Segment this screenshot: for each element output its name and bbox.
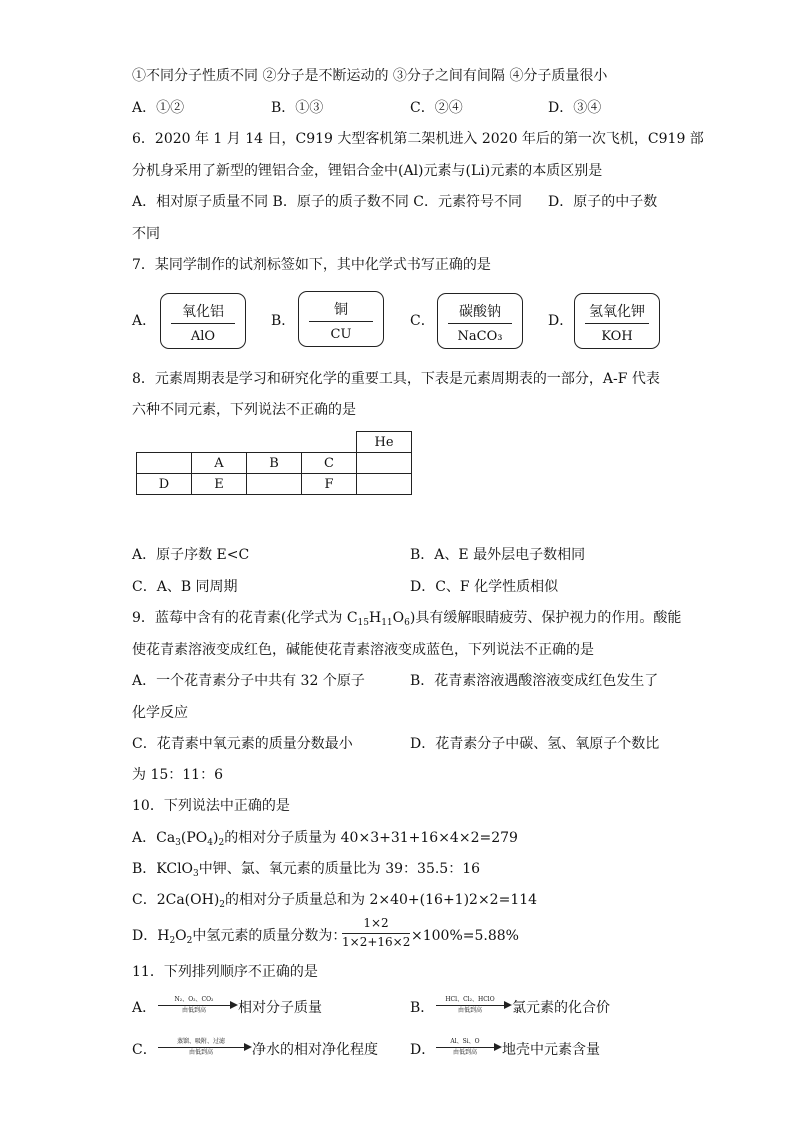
q8-option-a: A．原子序数 E<C [132, 547, 250, 563]
q10-option-b [132, 859, 480, 879]
q10-text: 中钾、氯、氧元素的质量比为 39：35.5：16 [198, 861, 481, 877]
pt-cell [192, 432, 247, 453]
q7-label-d-letter: D． [548, 313, 574, 329]
pt-cell [247, 474, 302, 495]
subscript: 2 [169, 936, 176, 946]
subscript: 2 [219, 900, 226, 910]
q10-stem: 10．下列说法中正确的是 [132, 798, 290, 814]
arrow-right-icon [158, 1039, 252, 1059]
label-divider [585, 323, 649, 324]
q7-label-a-letter: A． [132, 313, 157, 329]
pt-cell-he: He [357, 432, 412, 453]
q11-option-a-text: 相对分子质量 [238, 1000, 322, 1016]
subscript: 15 [357, 618, 369, 628]
subscript: 3 [175, 838, 181, 848]
q10-option-d-tail: ×100%=5.88% [411, 928, 519, 944]
arrow-label-over: HCl、Cl₂、HClO [445, 996, 495, 1003]
arrow-right-icon [436, 1039, 502, 1059]
label-divider [171, 323, 235, 324]
q5-option-a: A．①② [132, 100, 185, 116]
pt-cell [137, 432, 192, 453]
arrow-shaft [436, 1047, 496, 1048]
q6-option-d-cont: 不同 [132, 226, 160, 242]
pt-cell-a: A [192, 453, 247, 474]
reagent-label-a [160, 293, 246, 349]
pt-cell [302, 432, 357, 453]
fraction-bar [342, 933, 410, 934]
reagent-label-b [298, 291, 384, 347]
pt-cell-c: C [302, 453, 357, 474]
reagent-label-formula: CU [330, 327, 352, 342]
subscript: 2 [218, 838, 225, 848]
q8-stem-line1: 8．元素周期表是学习和研究化学的重要工具，下表是元素周期表的一部分，A-F 代表 [132, 371, 660, 387]
q8-stem-line2: 六种不同元素，下列说法不正确的是 [132, 402, 356, 418]
q10-text: A．Ca [132, 830, 176, 846]
mass-fraction [342, 916, 410, 954]
arrow-label-under: 由低到高 [181, 1007, 206, 1014]
reagent-label-name: 氧化铝 [182, 304, 224, 320]
q10-text: D．H [132, 928, 170, 944]
q11-option-b-letter: B． [410, 1000, 435, 1016]
reagent-label-formula: AlO [190, 329, 216, 344]
q7-stem: 7．某同学制作的试剂标签如下，其中化学式书写正确的是 [132, 257, 491, 273]
subscript: 11 [381, 618, 393, 628]
q10-text: C．2Ca(OH) [132, 892, 220, 908]
reagent-label-d [574, 293, 660, 349]
q5-option-b: B．①③ [271, 100, 324, 116]
q10-text: O [175, 928, 187, 944]
q9-stem-line1 [132, 608, 681, 628]
pt-cell-d: D [137, 474, 192, 495]
q8-option-c: C．A、B 同周期 [132, 579, 238, 595]
pt-cell-f: F [302, 474, 357, 495]
q10-text: ) [213, 830, 219, 846]
q9-text: O [392, 610, 405, 626]
q9-option-c: C．花青素中氧元素的质量分数最小 [132, 736, 353, 752]
q9-text: H [368, 610, 382, 626]
pt-cell-e: E [192, 474, 247, 495]
q10-text: 中氢元素的质量分数为： [192, 928, 347, 944]
reagent-label-name: 铜 [334, 302, 348, 318]
q10-option-c [132, 890, 537, 910]
subscript: 6 [404, 618, 410, 628]
arrow-label-over: Al、Si、O [450, 1038, 480, 1045]
q6-stem-line1: 6．2020 年 1 月 14 日，C919 大型客机第二架机进入 2020 年后的第一次飞机，C919 部 [132, 131, 704, 147]
arrow-head [504, 1001, 512, 1009]
pt-cell [357, 453, 412, 474]
arrow-shaft [158, 1005, 232, 1006]
fraction-denominator: 1×2+16×2 [342, 935, 411, 949]
q10-text: (PO [180, 830, 208, 846]
arrow-head [244, 1043, 252, 1051]
reagent-label-formula: NaCO₃ [457, 329, 503, 344]
q9-option-b: B．花青素溶液遇酸溶液变成红色发生了 [410, 673, 659, 689]
q9-text: 9．蓝莓中含有的花青素(化学式为 C [132, 610, 358, 626]
q11-option-d-letter: D． [410, 1042, 436, 1058]
subscript: 4 [207, 838, 213, 848]
q9-option-d-cont: 为 15：11：6 [132, 767, 223, 783]
q11-option-a-letter: A． [132, 1000, 157, 1016]
arrow-shaft [158, 1047, 246, 1048]
reagent-label-name: 氢氧化钾 [589, 304, 645, 320]
q10-option-a [132, 828, 518, 848]
arrow-right-icon [158, 997, 238, 1017]
arrow-head [230, 1001, 238, 1009]
q9-text: )具有缓解眼睛疲劳、保护视力的作用。酸能 [409, 610, 682, 626]
q11-option-c-letter: C． [132, 1042, 157, 1058]
q10-text: 的相对分子质量总和为 2×40+(16+1)2×2=114 [225, 892, 538, 908]
q7-label-b-letter: B． [271, 313, 296, 329]
subscript: 2 [186, 936, 193, 946]
arrow-label-under: 由低到高 [188, 1049, 213, 1056]
q6-option-d: D．原子的中子数 [548, 194, 658, 210]
q11-option-b-text: 氯元素的化合价 [512, 1000, 610, 1016]
q10-text: B．KClO [132, 861, 194, 877]
arrow-label-under: 由低到高 [457, 1007, 482, 1014]
q11-option-c-text: 净水的相对净化程度 [252, 1042, 378, 1058]
q11-stem: 11．下列排列顺序不正确的是 [132, 964, 318, 980]
q10-option-d [132, 926, 346, 946]
arrow-label-over: 蒸馏、吸附、过滤 [176, 1038, 225, 1045]
pt-cell [247, 432, 302, 453]
fraction-numerator: 1×2 [363, 916, 389, 930]
reagent-label-name: 碳酸钠 [459, 304, 501, 320]
q8-option-b: B．A、E 最外层电子数相同 [410, 547, 586, 563]
q5-option-d: D．③④ [548, 100, 602, 116]
q10-text: 的相对分子质量为 40×3+31+16×4×2=279 [224, 830, 518, 846]
label-divider [448, 323, 512, 324]
subscript: 3 [193, 869, 199, 879]
q7-label-c-letter: C． [410, 313, 435, 329]
q11-option-d-text: 地壳中元素含量 [502, 1042, 600, 1058]
arrow-shaft [436, 1005, 506, 1006]
arrow-head [494, 1043, 502, 1051]
pt-cell [357, 474, 412, 495]
pt-cell-b: B [247, 453, 302, 474]
arrow-label-under: 由低到高 [452, 1049, 477, 1056]
arrow-right-icon [436, 997, 512, 1017]
q9-option-a: A．一个花青素分子中共有 32 个原子 [132, 673, 365, 689]
q9-option-d: D．花青素分子中碳、氢、氧原子个数比 [410, 736, 660, 752]
label-divider [309, 321, 373, 322]
q9-stem-line2: 使花青素溶液变成红色，碱能使花青素溶液变成蓝色，下列说法不正确的是 [132, 642, 594, 658]
q5-stem: ①不同分子性质不同 ②分子是不断运动的 ③分子之间有间隔 ④分子质量很小 [132, 68, 608, 84]
reagent-label-c [437, 293, 523, 349]
periodic-table-fragment [136, 431, 412, 495]
pt-cell [137, 453, 192, 474]
q5-option-c: C．②④ [410, 100, 463, 116]
q6-options: A．相对原子质量不同 B．原子的质子数不同 C．元素符号不同 [132, 194, 523, 210]
q6-stem-line2: 分机身采用了新型的锂铝合金，锂铝合金中(Al)元素与(Li)元素的本质区别是 [132, 163, 603, 179]
reagent-label-formula: KOH [601, 329, 633, 344]
q9-option-b-cont: 化学反应 [132, 705, 188, 721]
q8-option-d: D．C、F 化学性质相似 [410, 579, 559, 595]
arrow-label-over: N₂、O₂、CO₂ [174, 996, 214, 1003]
